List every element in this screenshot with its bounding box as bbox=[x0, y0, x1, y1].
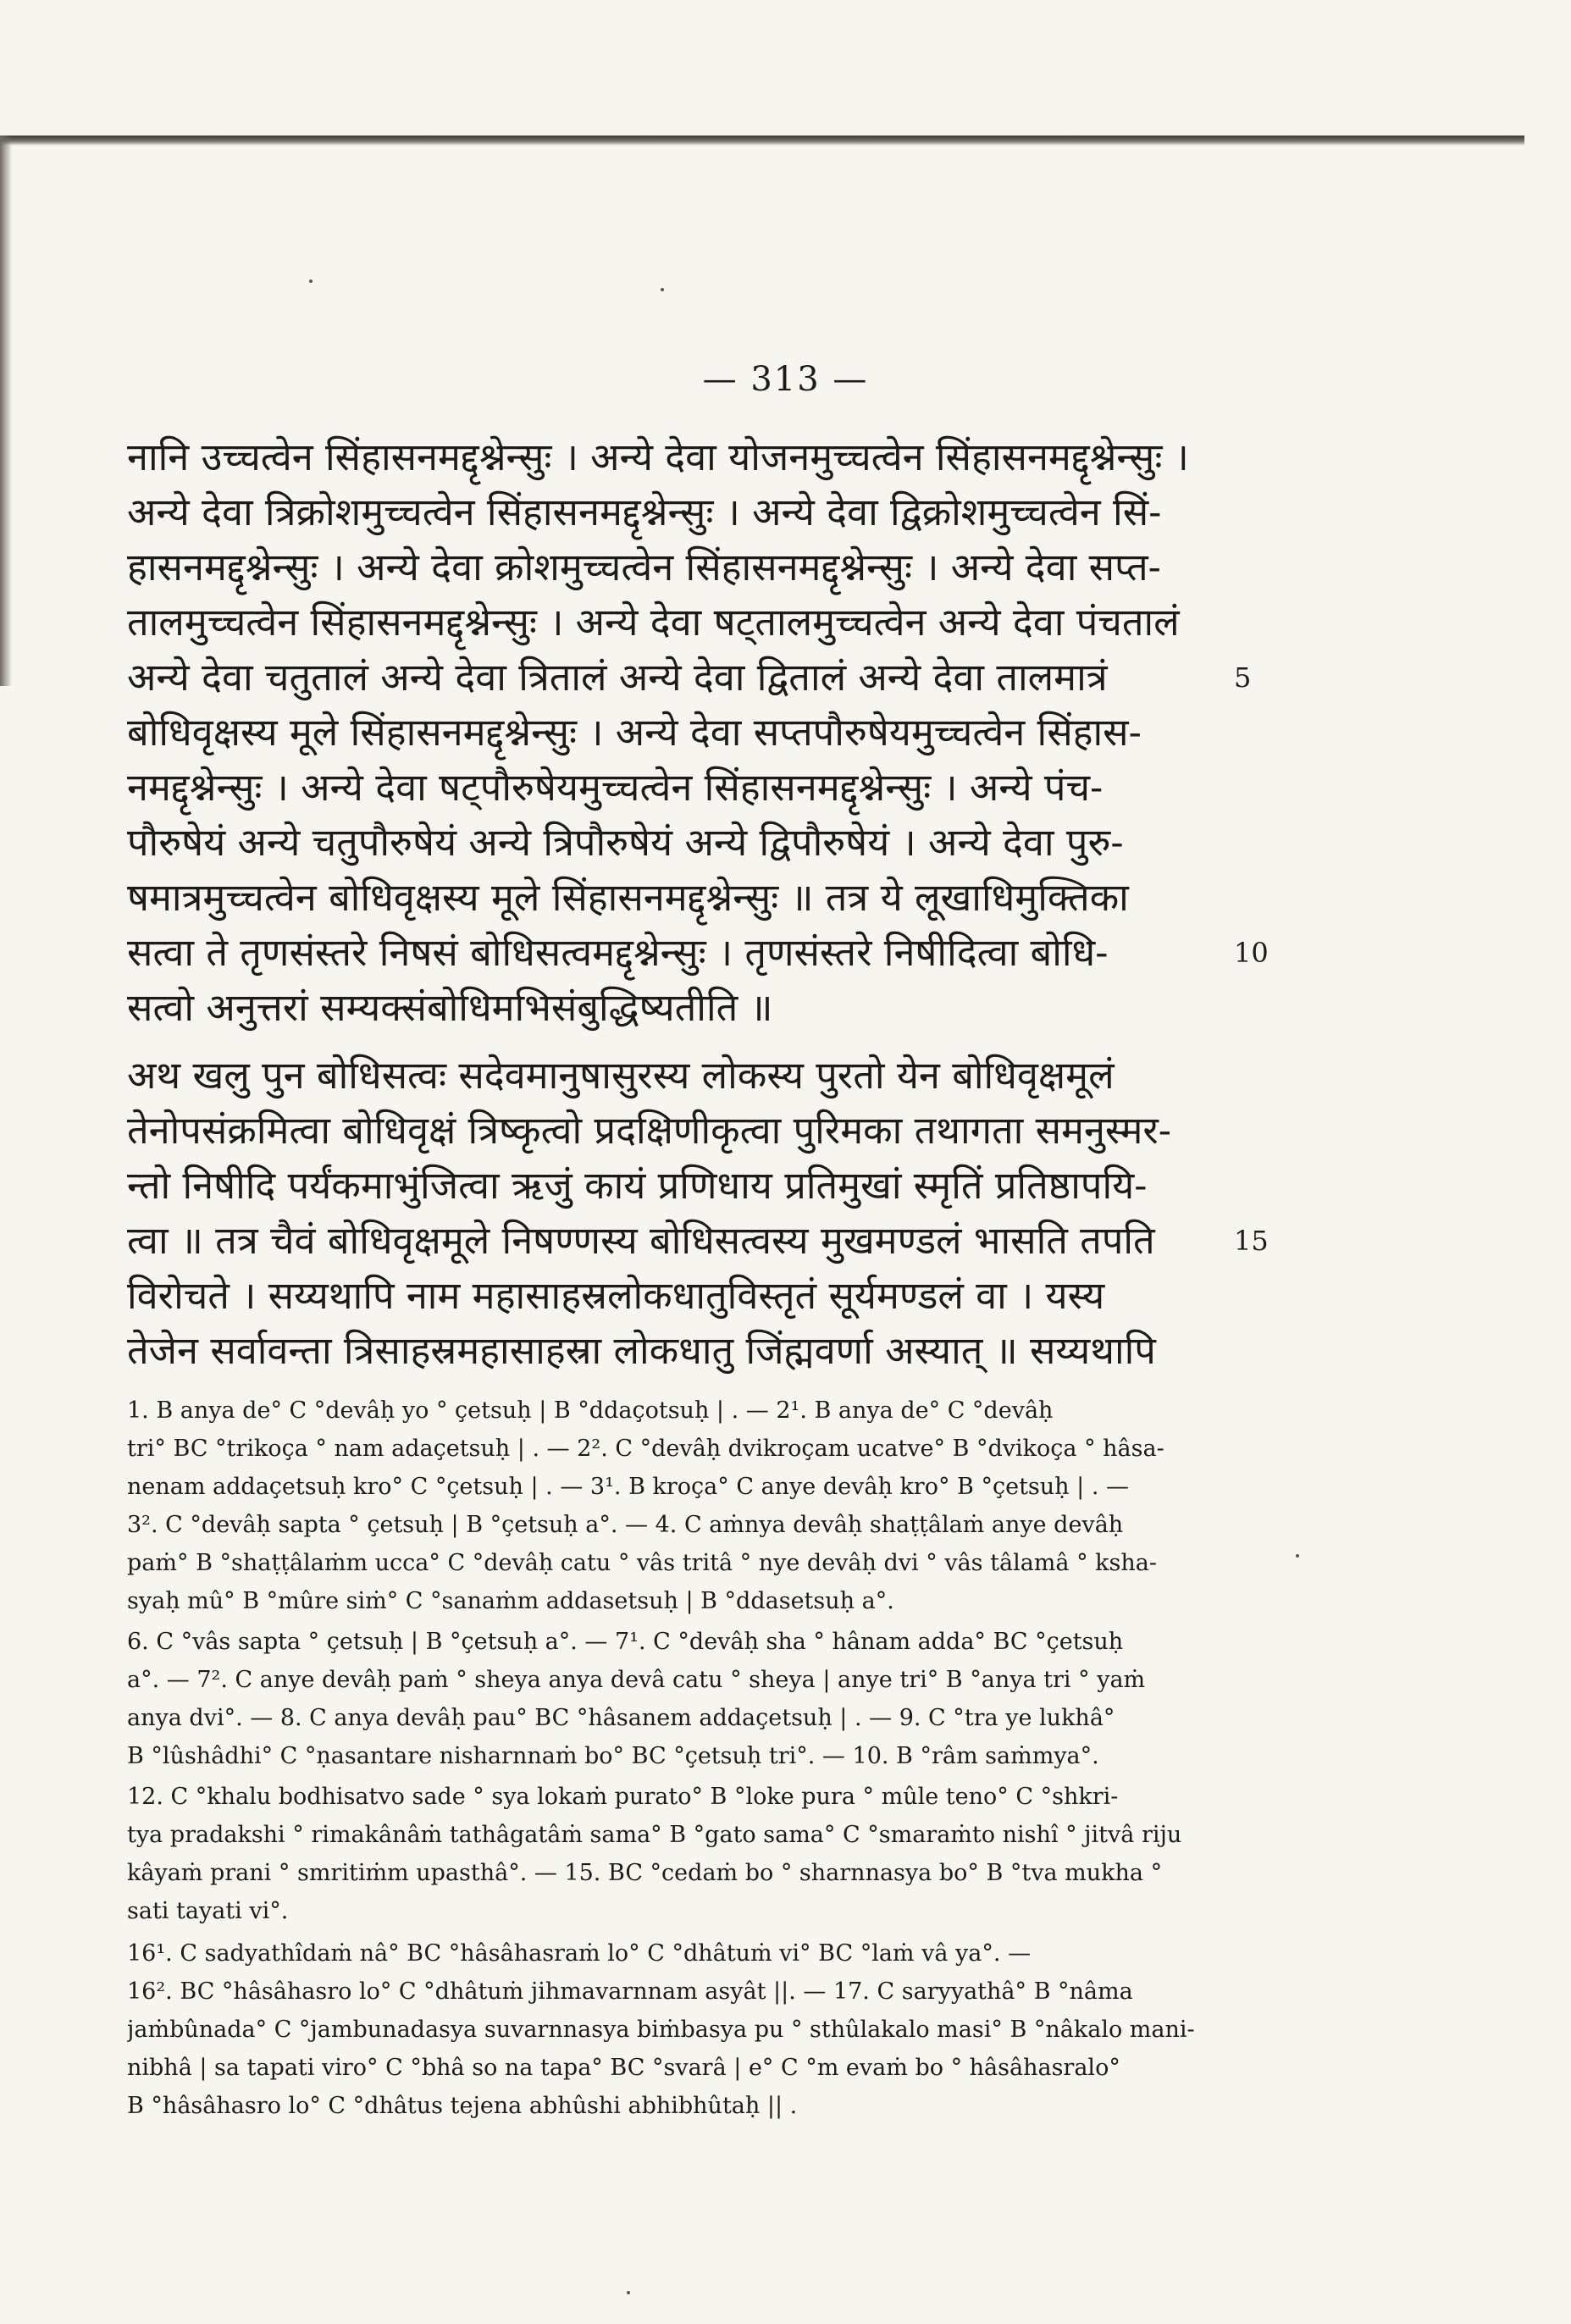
footnote-line: paṁ° B °shaṭṭâlaṁm ucca° C °devâḥ catu ° vâs tritâ ° nye devâḥ dvi ° vâs tâlamâ ° ksha- bbox=[127, 1550, 1157, 1576]
footnote-line: 6. C °vâs sapta ° çetsuḥ | B °çetsuḥ a°. — 7¹. C °devâḥ sha ° hânam adda° BC °çetsuḥ bbox=[127, 1629, 1124, 1655]
page-scan-edge-top bbox=[0, 136, 1524, 146]
scan-speck bbox=[627, 2291, 630, 2294]
text-line: सत्वो अनुत्तरां सम्यक्संबोधिमभिसंबुद्धिष्यतीति ॥ bbox=[127, 985, 773, 1030]
footnote-line: 12. C °khalu bodhisatvo sade ° sya lokaṁ purato° B °loke pura ° mûle teno° C °shkri- bbox=[127, 1784, 1119, 1810]
text-line: बोधिवृक्षस्य मूले सिंहासनमद्दृश्नेन्सुः । अन्ये देवा सप्तपौरुषेयमुच्चत्वेन सिंहास- bbox=[127, 710, 1142, 755]
footnote-line: sati tayati vi°. bbox=[127, 1898, 289, 1924]
footnote-line: B °lûshâdhi° C °ṇasantare nisharnnaṁ bo° BC °çetsuḥ tri°. — 10. B °râm saṁmya°. bbox=[127, 1743, 1099, 1769]
page-number: — 313 — bbox=[702, 360, 869, 399]
footnote-line: 3². C °devâḥ sapta ° çetsuḥ | B °çetsuḥ a°. — 4. C aṁnya devâḥ shaṭṭâlaṁ anye devâḥ bbox=[127, 1512, 1124, 1538]
line-number: 5 bbox=[1234, 661, 1252, 694]
scan-speck bbox=[309, 279, 313, 283]
text-line: त्वा ॥ तत्र चैवं बोधिवृक्षमूले निषण्णस्य बोधिसत्वस्य मुखमण्डलं भासति तपति bbox=[127, 1218, 1155, 1263]
footnote-line: nenam addaçetsuḥ kro° C °çetsuḥ | . — 3¹. B kroça° C anye devâḥ kro° B °çetsuḥ | . — bbox=[127, 1474, 1129, 1500]
text-line: अन्ये देवा चतुतालं अन्ये देवा त्रितालं अन्ये देवा द्वितालं अन्ये देवा तालमात्रं bbox=[127, 655, 1108, 700]
text-line: न्तो निषीदि पर्यंकमाभुंजित्वा ऋजुं कायं प्रणिधाय प्रतिमुखां स्मृतिं प्रतिष्ठापयि- bbox=[127, 1163, 1148, 1208]
line-number: 15 bbox=[1234, 1225, 1269, 1257]
footnote-line: kâyaṁ prani ° smritiṁm upasthâ°. — 15. BC °cedaṁ bo ° sharnnasya bo° B °tva mukha ° bbox=[127, 1860, 1163, 1886]
footnote-line: 16¹. C sadyathîdaṁ nâ° BC °hâsâhasraṁ lo° C °dhâtuṁ vi° BC °laṁ vâ ya°. — bbox=[127, 1940, 1032, 1967]
footnote-line: B °hâsâhasro lo° C °dhâtus tejena abhûshi abhibhûtaḥ || . bbox=[127, 2093, 798, 2119]
text-line: नमद्दृश्नेन्सुः । अन्ये देवा षट्पौरुषेयमुच्चत्वेन सिंहासनमद्दृश्नेन्सुः । अन्ये पंच- bbox=[127, 765, 1104, 810]
text-line: पौरुषेयं अन्ये चतुपौरुषेयं अन्ये त्रिपौरुषेयं अन्ये द्विपौरुषेयं । अन्ये देवा पुरु- bbox=[127, 820, 1124, 865]
page-scan-edge-left bbox=[0, 136, 12, 686]
footnote-line: 16². BC °hâsâhasro lo° C °dhâtuṁ jihmavarnnam asyât ||. — 17. C saryyathâ° B °nâma bbox=[127, 1978, 1133, 2005]
text-line: तेजेन सर्वावन्ता त्रिसाहस्रमहासाहस्रा लोकधातु जिंह्मवर्णा अस्यात् ॥ सय्यथापि bbox=[127, 1328, 1156, 1373]
text-line: नानि उच्चत्वेन सिंहासनमद्दृश्नेन्सुः । अन्ये देवा योजनमुच्चत्वेन सिंहासनमद्दृश्नेन्सुः । bbox=[127, 434, 1189, 479]
text-line: तालमुच्चत्वेन सिंहासनमद्दृश्नेन्सुः । अन्ये देवा षट्तालमुच्चत्वेन अन्ये देवा पंचतालं bbox=[127, 600, 1180, 645]
scan-speck bbox=[1296, 1554, 1299, 1558]
text-line: तेनोपसंक्रमित्वा बोधिवृक्षं त्रिष्कृत्वो प्रदक्षिणीकृत्वा पुरिमका तथागता समनुस्मर- bbox=[127, 1108, 1171, 1153]
footnote-line: tya pradakshi ° rimakânâṁ tathâgatâṁ sama° B °gato sama° C °smaraṁto nishî ° jitvâ riju bbox=[127, 1822, 1182, 1848]
scan-speck bbox=[661, 288, 664, 291]
footnote-line: syaḥ mû° B °mûre siṁ° C °sanaṁm addasetsuḥ | B °ddasetsuḥ a°. bbox=[127, 1588, 894, 1614]
text-line: सत्वा ते तृणसंस्तरे निषसं बोधिसत्वमद्दृश्नेन्सुः । तृणसंस्तरे निषीदित्वा बोधि- bbox=[127, 930, 1109, 975]
text-line: अथ खलु पुन बोधिसत्वः सदेवमानुषासुरस्य लोकस्य पुरतो येन बोधिवृक्षमूलं bbox=[127, 1053, 1115, 1098]
footnote-line: anya dvi°. — 8. C anya devâḥ pau° BC °hâsanem addaçetsuḥ | . — 9. C °tra ye lukhâ° bbox=[127, 1705, 1115, 1731]
text-line: अन्ये देवा त्रिक्रोशमुच्चत्वेन सिंहासनमद्दृश्नेन्सुः । अन्ये देवा द्विक्रोशमुच्चत्वेन सिं- bbox=[127, 490, 1162, 534]
text-line: हासनमद्दृश्नेन्सुः । अन्ये देवा क्रोशमुच्चत्वेन सिंहासनमद्दृश्नेन्सुः । अन्ये देवा सप्त- bbox=[127, 545, 1161, 589]
footnote-line: a°. — 7². C anye devâḥ paṁ ° sheya anya devâ catu ° sheya | anye tri° B °anya tri ° yaṁ bbox=[127, 1667, 1146, 1693]
text-line: षमात्रमुच्चत्वेन बोधिवृक्षस्य मूले सिंहासनमद्दृश्नेन्सुः ॥ तत्र ये लूखाधिमुक्तिका bbox=[127, 875, 1129, 920]
footnote-line: 1. B anya de° C °devâḥ yo ° çetsuḥ | B °ddaçotsuḥ | . — 2¹. B anya de° C °devâḥ bbox=[127, 1397, 1054, 1424]
footnote-line: nibhâ | sa tapati viro° C °bhâ so na tapa° BC °svarâ | e° C °m evaṁ bo ° hâsâhasralo° bbox=[127, 2055, 1120, 2081]
text-line: विरोचते । सय्यथापि नाम महासाहस्रलोकधातुविस्तृतं सूर्यमण्डलं वा । यस्य bbox=[127, 1273, 1105, 1318]
footnote-line: jaṁbûnada° C °jambunadasya suvarnnasya biṁbasya pu ° sthûlakalo masi° B °nâkalo mani- bbox=[127, 2017, 1195, 2043]
line-number: 10 bbox=[1234, 937, 1269, 969]
footnote-line: tri° BC °trikoça ° nam adaçetsuḥ | . — 2². C °devâḥ dvikroçam ucatve° B °dvikoça ° hâsa- bbox=[127, 1436, 1164, 1462]
